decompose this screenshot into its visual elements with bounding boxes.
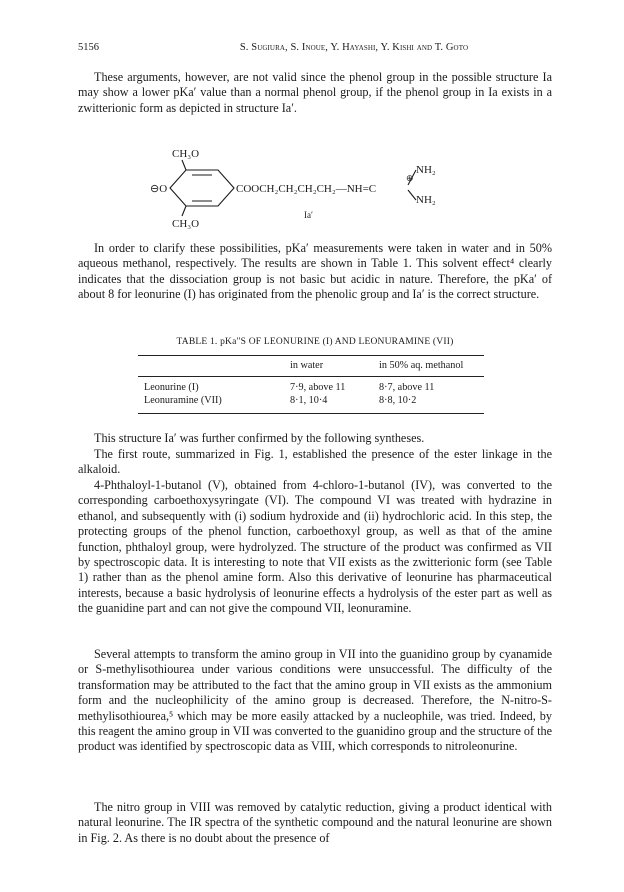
table-top-rule (138, 355, 484, 356)
row-leonuramine-name: Leonuramine (VII) (144, 395, 222, 406)
row-leonurine-name: Leonurine (I) (144, 382, 199, 393)
running-head-authors: S. Sugiura, S. Inoue, Y. Hayashi, Y. Kishi and T. Goto (239, 42, 469, 53)
paragraph-2: In order to clarify these possibilities, pKa′ measurements were taken in water and in 50% aqueous methanol, respectively. The results are shown in Table 1. This solvent effect⁴ clearly indicates that the dissociation group is not basic but acidic in nature. Therefore, the pKa′ of about 8 for leonurine (I) has originated from the phenolic group and Ia′ is the correct structure. (78, 241, 552, 302)
bond-ome-bottom (182, 206, 186, 216)
row-leonurine-methanol: 8·7, above 11 (379, 382, 435, 393)
table-header-rule (138, 376, 484, 377)
row-leonuramine-methanol: 8·8, 10·2 (379, 395, 417, 406)
col-header-water: in water (290, 360, 324, 371)
ester-chain: COOCH₂CH₂CH₂CH₂—NH=C (236, 183, 377, 195)
paragraph-4: The first route, summarized in Fig. 1, established the presence of the ester linkage in the alkaloid. (78, 447, 552, 477)
running-head (78, 42, 552, 58)
table-caption: TABLE 1. pKa′'S OF LEONURINE (I) AND LEONURAMINE (VII) (176, 337, 454, 347)
row-leonurine-water: 7·9, above 11 (290, 382, 346, 393)
structure-Ia-prime (130, 138, 490, 238)
row-leonuramine-water: 8·1, 10·4 (290, 395, 328, 406)
plus-charge: ⊕ (406, 173, 414, 183)
table-bottom-rule (138, 413, 484, 414)
bond-nh2-bottom (408, 190, 416, 200)
paragraph-3: This structure Ia′ was further confirmed by the following syntheses. (94, 431, 425, 445)
page-number: 5156 (78, 42, 99, 53)
methoxy-bottom: CH₃O (172, 218, 200, 230)
phenoxide-label: ⊖O (150, 183, 168, 195)
nh2-top: NH₂ (416, 164, 436, 176)
paragraph-7: The nitro group in VIII was removed by catalytic reduction, giving a product identical with natural leonurine. The IR spectra of the synthetic compound and the natural leonurine are shown in Fig. 2. As there is no doubt about the presence of (78, 800, 552, 845)
bond-ome-top (182, 160, 186, 170)
nh2-bottom: NH₂ (416, 194, 436, 206)
paragraph-6: Several attempts to transform the amino group in VII into the guanidino group by cyanamide or S-methylisothiourea under various conditions were unsuccessful. The difficulty of the transformation may be attributed to the fact that the amino group in VII exists as the ammonium form and the nucleophilicity of the amino group is decreased. Therefore, the N-nitro-S-methylisothiourea,⁵ which may be more easily attacked by a nucleophile, was tried. Indeed, by this reagent the amino group in VII was converted to the guanidino group and the structure of the product was identified by spectroscopic data as VIII, which corresponds to nitroleonurine. (78, 647, 552, 754)
paragraph-5: 4-Phthaloyl-1-butanol (V), obtained from 4-chloro-1-butanol (IV), was converted to the corresponding carboethoxysyringate (VI). The compound VI was treated with hydrazine in ethanol, and subsequently with (i) sodium hydroxide and (ii) hydrochloric acid. In this step, the protecting groups of the phenol function, carboethoxyl group, as well as that of the amine function, phthaloyl group, were hydrolyzed. The structure of the product was confirmed as VII by spectroscopic data. It is interesting to note that VII exists as the zwitterionic form (see Table 1) rather than as the phenol amine form. Also this derivative of leonurine has pharmaceutical interests, because a basic hydrolysis of leonurine effects a hydrolysis of the ester part as well as the guanidine part and can not give the compound VII, leonuramine. (78, 478, 552, 616)
col-header-methanol: in 50% aq. methanol (379, 360, 464, 371)
methoxy-top: CH₃O (172, 148, 200, 160)
paragraph-1: These arguments, however, are not valid since the phenol group in the possible structure Ia may show a lower pKa′ value than a normal phenol group, if the phenol group in Ia exists in a zwitterionic form as depicted in structure Ia′. (78, 70, 552, 115)
structure-label: Ia′ (304, 210, 313, 220)
